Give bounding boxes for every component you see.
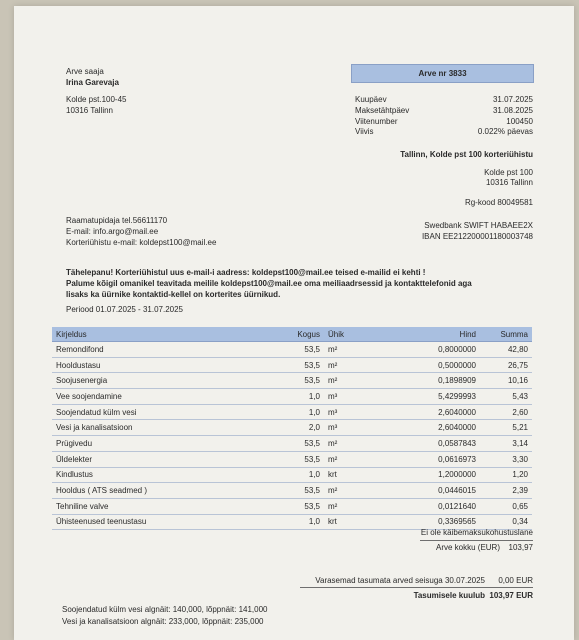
cell-price: 0,0587843 bbox=[376, 436, 480, 452]
cell-quantity: 53,5 bbox=[280, 498, 324, 514]
table-row bbox=[52, 420, 532, 436]
cell-quantity: 1,0 bbox=[280, 514, 324, 530]
invoice-number-box: Arve nr 3833 bbox=[351, 64, 534, 83]
cell-quantity: 53,5 bbox=[280, 373, 324, 389]
cell-quantity: 53,5 bbox=[280, 451, 324, 467]
to-pay-label: Tasumisele kuulub bbox=[413, 591, 485, 600]
cell-description: Prügivedu bbox=[52, 436, 280, 452]
cell-sum: 2,60 bbox=[480, 404, 532, 420]
meta-key: Kuupäev bbox=[355, 95, 387, 104]
cell-unit: m² bbox=[324, 451, 376, 467]
cell-sum: 3,30 bbox=[480, 451, 532, 467]
meta-value: 100450 bbox=[506, 117, 533, 126]
table-row bbox=[52, 357, 532, 373]
cell-sum: 2,39 bbox=[480, 483, 532, 499]
cell-price: 5,4299993 bbox=[376, 389, 480, 405]
cell-quantity: 2,0 bbox=[280, 420, 324, 436]
cell-quantity: 53,5 bbox=[280, 483, 324, 499]
issuer-bank: Swedbank SWIFT HABAEE2X bbox=[424, 221, 533, 230]
table-row bbox=[52, 498, 532, 514]
recipient-name: Irina Garevaja bbox=[66, 78, 119, 87]
to-pay-divider bbox=[300, 587, 533, 588]
meta-row-due-date bbox=[355, 106, 533, 116]
association-email: Korteriühistu e-mail: koldepst100@mail.ee bbox=[66, 238, 217, 247]
cell-price: 2,6040000 bbox=[376, 420, 480, 436]
cell-price: 0,0446015 bbox=[376, 483, 480, 499]
cell-unit: m² bbox=[324, 483, 376, 499]
table-row bbox=[52, 389, 532, 405]
cell-quantity: 1,0 bbox=[280, 404, 324, 420]
cell-description: Vee soojendamine bbox=[52, 389, 280, 405]
meter-reading-cold-water: Soojendatud külm vesi algnäit: 140,000, lõppnäit: 141,000 bbox=[62, 605, 268, 614]
previous-unpaid-value: 0,00 EUR bbox=[498, 576, 533, 585]
issuer-iban: IBAN EE212200001180003748 bbox=[421, 232, 533, 241]
cell-price: 0,0616973 bbox=[376, 451, 480, 467]
cell-description: Üldelekter bbox=[52, 451, 280, 467]
cell-description: Hooldus ( ATS seadmed ) bbox=[52, 483, 280, 499]
cell-description: Soojendatud külm vesi bbox=[52, 404, 280, 420]
meta-key: Viivis bbox=[355, 127, 374, 136]
cell-description: Ühisteenused teenustasu bbox=[52, 514, 280, 530]
cell-quantity: 53,5 bbox=[280, 357, 324, 373]
cell-description: Hooldustasu bbox=[52, 357, 280, 373]
accountant-phone: Raamatupidaja tel.56611170 bbox=[66, 216, 168, 225]
header-price: Hind bbox=[376, 327, 480, 342]
issuer-address-line2: 10316 Tallinn bbox=[485, 178, 533, 187]
cell-price: 0,8000000 bbox=[376, 342, 480, 358]
cell-description: Remondifond bbox=[52, 342, 280, 358]
cell-description: Tehniline valve bbox=[52, 498, 280, 514]
cell-description: Kindlustus bbox=[52, 467, 280, 483]
header-unit: Ühik bbox=[324, 327, 376, 342]
notice-line3: lisaks ka üürnike kontaktid-kellel on korterites üürnikud. bbox=[66, 290, 281, 299]
cell-sum: 0,34 bbox=[480, 514, 532, 530]
billing-period: Periood 01.07.2025 - 31.07.2025 bbox=[66, 305, 183, 314]
invoice-items-table bbox=[52, 327, 532, 530]
cell-sum: 5,21 bbox=[480, 420, 532, 436]
total-divider bbox=[420, 540, 533, 541]
cell-sum: 1,20 bbox=[480, 467, 532, 483]
cell-price: 1,2000000 bbox=[376, 467, 480, 483]
meta-value: 31.08.2025 bbox=[492, 106, 533, 115]
issuer-name: Tallinn, Kolde pst 100 korteriühistu bbox=[400, 150, 533, 159]
cell-unit: m² bbox=[324, 342, 376, 358]
header-description: Kirjeldus bbox=[52, 327, 280, 342]
cell-description: Soojusenergia bbox=[52, 373, 280, 389]
cell-price: 0,3369565 bbox=[376, 514, 480, 530]
meta-row-penalty bbox=[355, 127, 533, 137]
cell-unit: m³ bbox=[324, 420, 376, 436]
cell-price: 2,6040000 bbox=[376, 404, 480, 420]
previous-unpaid-label: Varasemad tasumata arved seisuga 30.07.2025 bbox=[315, 576, 485, 585]
cell-sum: 5,43 bbox=[480, 389, 532, 405]
table-header-row bbox=[52, 327, 532, 342]
meta-row-date bbox=[355, 95, 533, 105]
cell-unit: m³ bbox=[324, 389, 376, 405]
meta-key: Viitenumber bbox=[355, 117, 398, 126]
table-row bbox=[52, 451, 532, 467]
table-row bbox=[52, 404, 532, 420]
recipient-address-line1: Kolde pst.100-45 bbox=[66, 95, 127, 104]
cell-price: 0,1898909 bbox=[376, 373, 480, 389]
cell-unit: m² bbox=[324, 436, 376, 452]
meta-value: 0.022% päevas bbox=[477, 127, 533, 136]
meter-reading-water-sewage: Vesi ja kanalisatsioon algnäit: 233,000, lõppnäit: 235,000 bbox=[62, 617, 264, 626]
recipient-address-line2: 10316 Tallinn bbox=[66, 106, 114, 115]
cell-price: 0,0121640 bbox=[376, 498, 480, 514]
meta-value: 31.07.2025 bbox=[492, 95, 533, 104]
meta-key: Maksetähtpäev bbox=[355, 106, 410, 115]
total-value: 103,97 bbox=[508, 543, 533, 552]
cell-unit: krt bbox=[324, 514, 376, 530]
cell-unit: m² bbox=[324, 373, 376, 389]
total-label: Arve kokku (EUR) bbox=[435, 543, 500, 552]
cell-sum: 26,75 bbox=[480, 357, 532, 373]
cell-unit: m² bbox=[324, 357, 376, 373]
cell-unit: m³ bbox=[324, 404, 376, 420]
contact-email: E-mail: info.argo@mail.ee bbox=[66, 227, 159, 236]
table-row bbox=[52, 373, 532, 389]
notice-line1: Tähelepanu! Korteriühistul uus e-mail-i aadress: koldepst100@mail.ee teised e-mailid ei kehti ! bbox=[66, 268, 426, 277]
cell-quantity: 1,0 bbox=[280, 467, 324, 483]
header-quantity: Kogus bbox=[280, 327, 324, 342]
vat-note: Ei ole käibemaksukohustuslane bbox=[420, 528, 533, 537]
cell-sum: 3,14 bbox=[480, 436, 532, 452]
cell-sum: 0,65 bbox=[480, 498, 532, 514]
notice-line2: Palume kõigil omanikel teavitada meilile koldepst100@mail.ee oma meiliaadrsessid ja kontakttelefonid aga bbox=[66, 279, 472, 288]
issuer-address-line1: Kolde pst 100 bbox=[484, 168, 533, 177]
cell-quantity: 53,5 bbox=[280, 342, 324, 358]
cell-quantity: 53,5 bbox=[280, 436, 324, 452]
table-row bbox=[52, 342, 532, 358]
header-sum: Summa bbox=[480, 327, 532, 342]
cell-quantity: 1,0 bbox=[280, 389, 324, 405]
meta-row-reference bbox=[355, 117, 533, 127]
to-pay-value: 103,97 EUR bbox=[489, 591, 533, 600]
cell-sum: 42,80 bbox=[480, 342, 532, 358]
cell-unit: krt bbox=[324, 467, 376, 483]
cell-price: 0,5000000 bbox=[376, 357, 480, 373]
cell-unit: m² bbox=[324, 498, 376, 514]
issuer-reg-code: Rg-kood 80049581 bbox=[464, 198, 533, 207]
table-row bbox=[52, 436, 532, 452]
table-row bbox=[52, 467, 532, 483]
recipient-label: Arve saaja bbox=[66, 67, 104, 76]
cell-sum: 10,16 bbox=[480, 373, 532, 389]
table-row bbox=[52, 483, 532, 499]
cell-description: Vesi ja kanalisatsioon bbox=[52, 420, 280, 436]
